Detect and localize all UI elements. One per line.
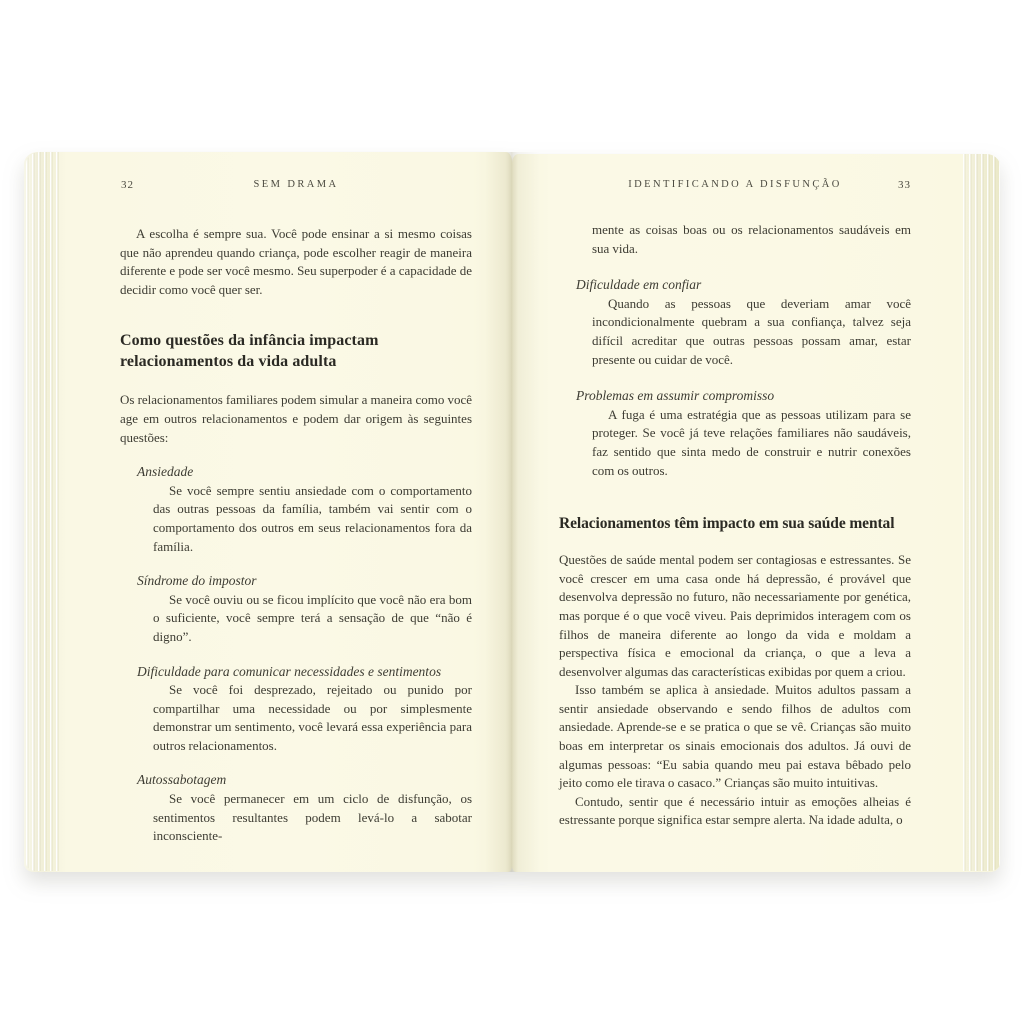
- left-page-edges: [26, 152, 59, 871]
- subsection-autossabotagem: [137, 771, 472, 845]
- running-head: IDENTIFICANDO A DISFUNÇÃO: [628, 179, 842, 190]
- subsection-body: Se você permanecer em um ciclo de disfunção, os sentimentos resultantes podem levá-lo a sabotar inconsciente-: [153, 791, 472, 844]
- subsection-sindrome-do-impostor: [137, 572, 472, 646]
- paragraph: A escolha é sempre sua. Você pode ensinar a si mesmo coisas que não aprendeu quando criança, pode escolher reagir de maneira diferente e pode ser você mesmo. Seu superpoder é a capacidade de decidir como você quer ser.: [120, 226, 472, 297]
- right-page-header: [559, 179, 911, 192]
- right-page-content: [559, 146, 911, 830]
- page-number: 32: [121, 179, 134, 191]
- subsection-title: Síndrome do impostor: [137, 573, 257, 589]
- section-heading: Relacionamentos têm impacto em sua saúde mental: [559, 515, 895, 533]
- paragraph: Questões de saúde mental podem ser contagiosas e estressantes. Se você crescer em uma casa onde há depressão, é provável que desenvolva depressão no futuro, não necessariamente por genética, mas porque é o que você viveu. Pais deprimidos interagem com os filhos de maneira diferente ao longo da vida e moldam a perspectiva física e emocional da criança, o que a leva a desenvolver algumas das características exibidas por quem a criou.: [559, 552, 911, 679]
- subsection-title: Dificuldade para comunicar necessidades e sentimentos: [137, 663, 442, 679]
- left-page-header: [120, 179, 472, 192]
- open-book: [24, 146, 1000, 872]
- section-heading: Como questões da infância impactam relacionamentos da vida adulta: [120, 332, 379, 371]
- subsection-body: Quando as pessoas que deveriam amar você incondicionalmente quebram a sua confiança, talvez seja difícil acreditar que outras pessoas possam amar, estar presente ou cuidar de você.: [592, 295, 911, 367]
- subsection-body: Se você ouviu ou se ficou implícito que você não era bom o suficiente, você sempre terá a sensação de que “não é digno”.: [153, 591, 472, 644]
- running-head: SEM DRAMA: [253, 179, 339, 190]
- subsection-dificuldade-comunicar: [137, 663, 472, 756]
- book-spine-gutter: [485, 152, 539, 872]
- subsection-title: Autossabotagem: [137, 772, 227, 788]
- subsection-problemas-compromisso: [576, 387, 911, 480]
- left-page-content: [120, 146, 472, 846]
- subsection-ansiedade: [137, 463, 472, 556]
- subsection-dificuldade-confiar: [576, 276, 911, 369]
- subsection-body: Se você foi desprezado, rejeitado ou punido por compartilhar uma necessidade ou por simplesmente demonstrar um sentimento, você levará essa experiência para outros relacionamentos.: [153, 682, 472, 753]
- paragraph: Os relacionamentos familiares podem simular a maneira como você age em outros relacionamentos e podem dar origem às seguintes questões:: [120, 392, 472, 445]
- page-number: 33: [898, 179, 911, 191]
- subsection-title: Problemas em assumir compromisso: [576, 388, 775, 404]
- paragraph: Contudo, sentir que é necessário intuir as emoções alheias é estressante porque significa estar sempre alerta. Na idade adulta, o: [559, 793, 911, 828]
- continuation-paragraph: mente as coisas boas ou os relacionamentos saudáveis em sua vida.: [592, 222, 911, 256]
- subsection-body: A fuga é uma estratégia que as pessoas utilizam para se proteger. Se você já teve relações familiares não saudáveis, faz sentido que sinta medo de construir e nutrir conexões com os outros.: [592, 406, 911, 478]
- subsection-title: Ansiedade: [137, 464, 194, 480]
- subsection-title: Dificuldade em confiar: [576, 277, 702, 293]
- right-page-edges: [963, 154, 1000, 871]
- paragraph: Isso também se aplica à ansiedade. Muitos adultos passam a sentir ansiedade observando e sendo filhos de adultos com ansiedade. Aprende-se e se pratica o que se vê. Crianças são muito boas em interpretar os sinais emocionais dos adultos. Já ouvi de algumas pessoas: “Eu sabia quando meu pai estava bêbado pelo jeito como ele tirava o casaco.” Crianças são muito intuitivas.: [559, 682, 911, 791]
- subsection-body: Se você sempre sentiu ansiedade com o comportamento das outras pessoas da família, também vai sentir com o comportamento dos outros em seus relacionamentos fora da família.: [153, 482, 472, 554]
